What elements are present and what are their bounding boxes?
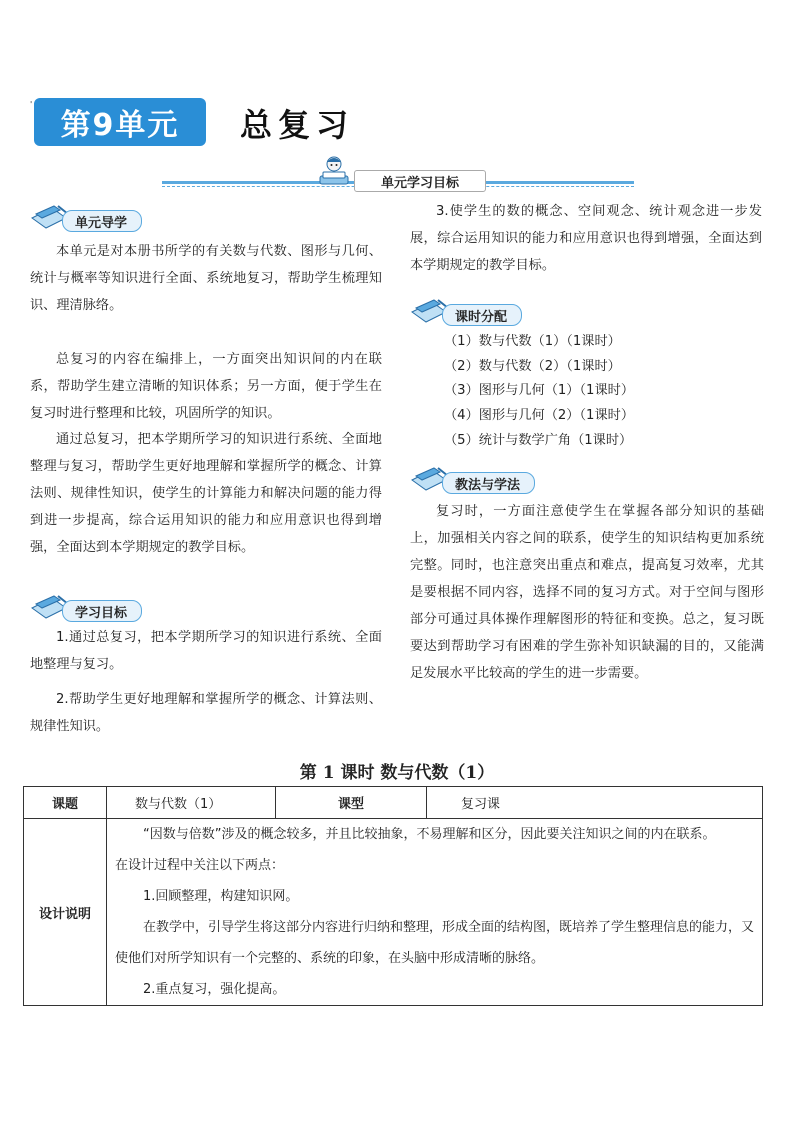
design-line: 1.回顾整理，构建知识网。 bbox=[143, 889, 299, 904]
unit-badge: 第9单元 bbox=[34, 98, 206, 146]
methods-paragraph: 复习时，一方面注意使学生在掌握各部分知识的基础上，加强相关内容之间的联系，使学生的知识结构更加系统完整。同时，也注意突出重点和难点，提高复习效率，尤其是要根据不同内容，选择不同的复习方式。对于空间与图形部分可通过具体操作理解图形的特征和变换。总之，复习既要达到帮助学习有困难的学生弥补知识缺漏的目的，又能满足发展水平比较高的学生的进一步需要。 bbox=[410, 504, 764, 681]
design-line: 在教学中，引导学生将这部分内容进行归纳和整理，形成全面的结构图，既培养了学生整理信息的能力，又使他们对所学知识有一个完整的、系统的印象，在头脑中形成清晰的脉络。 bbox=[115, 920, 755, 966]
topic-value: 数与代数（1） bbox=[107, 787, 276, 819]
design-label: 设计说明 bbox=[24, 819, 107, 1006]
section-methods-title: 教法与学法 bbox=[442, 472, 535, 494]
objective-1: 1.通过总复习，把本学期所学习的知识进行系统、全面地整理与复习。 bbox=[30, 630, 382, 672]
lesson-info-table bbox=[23, 786, 763, 1006]
design-line: 2.重点复习，强化提高。 bbox=[143, 982, 286, 997]
intro-paragraph-1: 本单元是对本册书所学的有关数与代数、图形与几何、统计与概率等知识进行全面、系统地复习，帮助学生梳理知识、理清脉络。 bbox=[30, 244, 382, 313]
section-intro-title: 单元导学 bbox=[62, 210, 142, 232]
schedule-item: （4）图形与几何（2）（1课时） bbox=[444, 408, 635, 423]
table-row bbox=[24, 787, 763, 819]
mascot-reading-icon bbox=[314, 154, 354, 188]
objective-3: 3.使学生的数的概念、空间观念、统计观念进一步发展，综合运用知识的能力和应用意识也得到增强，全面达到本学期规定的教学目标。 bbox=[410, 204, 762, 273]
section-methods-header bbox=[410, 466, 560, 494]
section-intro-header bbox=[30, 204, 170, 232]
table-row bbox=[24, 819, 763, 1006]
design-notes bbox=[107, 819, 763, 1006]
section-objectives-title: 学习目标 bbox=[62, 600, 142, 622]
type-label: 课型 bbox=[276, 787, 427, 819]
unit-title: 总复习 bbox=[240, 106, 355, 144]
design-line: “因数与倍数”涉及的概念较多，并且比较抽象，不易理解和区分，因此要关注知识之间的内在联系。 bbox=[143, 827, 716, 842]
section-schedule-header bbox=[410, 298, 550, 326]
goals-banner bbox=[162, 152, 634, 190]
objective-2: 2.帮助学生更好地理解和掌握所学的概念、计算法则、规律性知识。 bbox=[30, 692, 382, 734]
goals-banner-label: 单元学习目标 bbox=[354, 170, 486, 192]
schedule-item: （3）图形与几何（1）（1课时） bbox=[444, 383, 635, 398]
lesson-title: 第 1 课时 数与代数（1） bbox=[299, 763, 495, 783]
type-value: 复习课 bbox=[427, 787, 763, 819]
topic-label: 课题 bbox=[24, 787, 107, 819]
section-schedule-title: 课时分配 bbox=[442, 304, 522, 326]
schedule-item: （2）数与代数（2）（1课时） bbox=[444, 359, 621, 374]
design-line: 在设计过程中关注以下两点： bbox=[115, 858, 285, 873]
intro-paragraph-2: 总复习的内容在编排上，一方面突出知识间的内在联系，帮助学生建立清晰的知识体系；另一方面，便于学生在复习时进行整理和比较，巩固所学的知识。 bbox=[30, 352, 382, 421]
intro-paragraph-3: 通过总复习，把本学期所学习的知识进行系统、全面地整理与复习，帮助学生更好地理解和掌握所学的概念、计算法则、规律性知识，使学生的计算能力和解决问题的能力得到进一步提高，综合运用知识的能力和应用意识也得到增强，全面达到本学期规定的教学目标。 bbox=[30, 432, 382, 555]
schedule-item: （1）数与代数（1）（1课时） bbox=[444, 334, 621, 349]
schedule-item: （5）统计与数学广角（1课时） bbox=[444, 433, 633, 448]
section-objectives-header bbox=[30, 594, 170, 622]
corner-mark: ' bbox=[30, 100, 33, 109]
